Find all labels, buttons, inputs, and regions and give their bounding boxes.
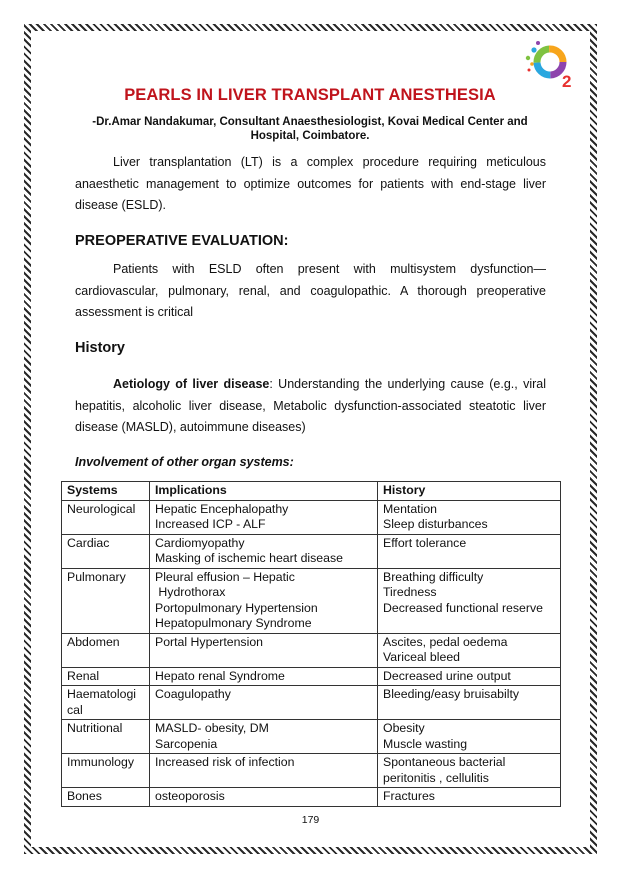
cell-line: Decreased urine output: [383, 668, 511, 683]
history-cell: [378, 754, 561, 788]
implications-cell: [150, 667, 378, 686]
implications-cell: [150, 686, 378, 720]
table-body: [62, 500, 561, 806]
cell-line: osteoporosis: [155, 789, 225, 803]
system-cell: Pulmonary: [62, 568, 150, 633]
implications-cell: [150, 568, 378, 633]
cell-line: Portopulmonary Hypertension: [155, 600, 318, 615]
aetiology-label: Aetiology of liver disease: [113, 377, 270, 391]
history-cell: [378, 788, 561, 807]
table-row: [62, 667, 561, 686]
page-title: PEARLS IN LIVER TRANSPLANT ANESTHESIA: [124, 86, 496, 104]
cell-line: Pleural effusion – Hepatic: [155, 569, 295, 584]
author-line-2: Hospital, Coimbatore.: [250, 129, 370, 142]
cell-line: Hydrothorax: [155, 585, 226, 599]
table-row: [62, 534, 561, 568]
column-header-implications: Implications: [150, 482, 378, 501]
preop-paragraph: [75, 259, 546, 324]
table-row: [62, 686, 561, 720]
cell-line: Portal Hypertension: [155, 634, 263, 649]
intro-paragraph: [75, 152, 546, 217]
history-heading: History: [75, 340, 125, 356]
preop-heading: PREOPERATIVE EVALUATION:: [75, 233, 289, 249]
cell-line: Bleeding/easy bruisabilty: [383, 687, 520, 701]
cell-line: Spontaneous bacterial: [383, 755, 506, 769]
cell-line: Increased ICP - ALF: [155, 517, 266, 531]
cell-line: Sleep disturbances: [383, 517, 488, 531]
cell-line: Masking of ischemic heart disease: [155, 551, 343, 565]
cell-line: Hepatopulmonary Syndrome: [155, 616, 312, 630]
system-cell: Neurological: [62, 500, 150, 534]
implications-cell: [150, 500, 378, 534]
cell-line: Coagulopathy: [155, 687, 231, 701]
history-cell: [378, 720, 561, 754]
author-line: [80, 116, 540, 143]
column-header-systems: Systems: [62, 482, 150, 501]
cell-line: Sarcopenia: [155, 736, 218, 751]
history-cell: [378, 568, 561, 633]
cell-line: Tiredness: [383, 585, 437, 599]
cell-line: Cardiomyopathy: [155, 535, 245, 550]
table-row: [62, 754, 561, 788]
page-number: 179: [301, 814, 320, 826]
table-header-row: [62, 482, 561, 501]
history-cell: [378, 534, 561, 568]
implications-cell: [150, 633, 378, 667]
table-row: [62, 788, 561, 807]
history-cell: [378, 667, 561, 686]
table-row: [62, 500, 561, 534]
history-cell: [378, 633, 561, 667]
cell-line: Decreased functional reserve: [383, 600, 543, 615]
cell-line: Increased risk of infection: [155, 755, 295, 769]
cell-line: Muscle wasting: [383, 736, 468, 751]
system-cell: Bones: [62, 788, 150, 807]
table-row: [62, 720, 561, 754]
column-header-history: History: [378, 482, 561, 501]
system-cell: Abdomen: [62, 633, 150, 667]
cell-line: Effort tolerance: [383, 535, 467, 550]
cell-line: peritonitis , cellulitis: [383, 770, 489, 785]
o2-logo-icon: [524, 38, 580, 90]
table-row: [62, 568, 561, 633]
cell-line: Fractures: [383, 789, 435, 803]
implications-cell: [150, 754, 378, 788]
history-cell: [378, 500, 561, 534]
implications-cell: [150, 534, 378, 568]
preop-text: Patients with ESLD often present with multisystem dysfunction—cardiovascular, pulmonary, renal, and coagulopathic. A thorough preoperative assessment is critical: [75, 262, 546, 319]
table-row: [62, 633, 561, 667]
system-cell: Immunology: [62, 754, 150, 788]
cell-line: Obesity: [383, 721, 425, 735]
implications-cell: [150, 720, 378, 754]
cell-line: MASLD- obesity, DM: [155, 721, 269, 735]
system-cell: Renal: [62, 667, 150, 686]
system-cell: Cardiac: [62, 534, 150, 568]
cell-line: Hepato renal Syndrome: [155, 668, 285, 683]
author-line-1: -Dr.Amar Nandakumar, Consultant Anaesthesiologist, Kovai Medical Center and: [92, 116, 528, 128]
cell-line: Breathing difficulty: [383, 569, 484, 584]
aetiology-text: : Understanding the underlying cause (e.g., viral hepatitis, alcoholic liver disease, Metabolic dysfunction-associated steatotic liver disease (MASLD), autoimmune diseases): [75, 377, 546, 434]
involvement-heading: Involvement of other organ systems:: [75, 455, 294, 469]
system-cell: Nutritional: [62, 720, 150, 754]
aetiology-paragraph: [75, 374, 546, 439]
cell-line: Mentation: [383, 501, 438, 516]
intro-text: Liver transplantation (LT) is a complex procedure requiring meticulous anaesthetic management to optimize outcomes for patients with end-stage liver disease (ESLD).: [75, 155, 546, 212]
cell-line: Variceal bleed: [383, 650, 461, 664]
svg-text:2: 2: [562, 72, 572, 90]
implications-cell: [150, 788, 378, 807]
system-cell: Haematologi cal: [62, 686, 150, 720]
cell-line: Hepatic Encephalopathy: [155, 501, 289, 516]
cell-line: Ascites, pedal oedema: [383, 634, 508, 649]
organ-systems-table: [61, 481, 561, 807]
history-cell: [378, 686, 561, 720]
